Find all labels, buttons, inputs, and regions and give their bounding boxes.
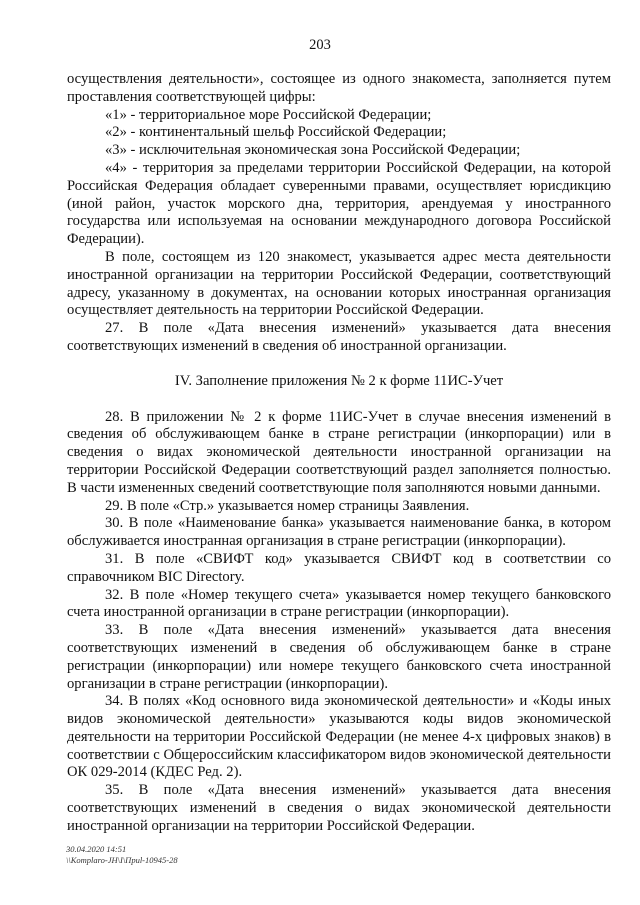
document-footer [66, 844, 178, 866]
paragraph-28: 28. В приложении № 2 к форме 11ИС-Учет в случае внесения изменений в сведения об обслуживающем банке в стране регистрации (инкорпорации) или в сведения о видах экономической деятельности иностранной организации на территории Российской Федерации соответствующий раздел заполняется полностью. В части измененных сведений соответствующие поля заполняются новыми данными. [67, 408, 611, 496]
paragraph-34: 34. В полях «Код основного вида экономической деятельности» и «Коды иных видов экономической деятельности» указываются коды видов экономической деятельности на территории Российской Федерации (не менее 4-х цифровых знаков) в соответствии с Общероссийским классификатором видов экономической деятельности ОК 029-2014 (КДЕС Ред. 2). [67, 693, 611, 781]
footer-path: \\Komplaro-JH\I\Приl-10945-28 [66, 855, 178, 865]
paragraph-30: 30. В поле «Наименование банка» указывается наименование банка, в котором обслуживается иностранная организация в стране регистрации (инкорпорации). [67, 515, 611, 550]
footer-timestamp: 30.04.2020 14:51 [66, 844, 127, 854]
paragraph-33: 33. В поле «Дата внесения изменений» указывается дата внесения соответствующих изменений в сведения об обслуживающем банке в стране регистрации (инкорпорации) или номере текущего банковского счета иностранной организации в стране регистрации (инкорпорации). [67, 622, 611, 692]
paragraph-31: 31. В поле «СВИФТ код» указывается СВИФТ код в соответствии со справочником BIC Directory. [67, 550, 611, 585]
code-item-3: «3» - исключительная экономическая зона Российской Федерации; [105, 142, 521, 159]
document-body [67, 71, 611, 836]
section-heading: IV. Заполнение приложения № 2 к форме 11ИС-Учет [174, 372, 504, 389]
page-number: 203 [309, 37, 331, 53]
code-item-1: «1» - территориальное море Российской Федерации; [105, 106, 432, 123]
address-paragraph: В поле, состоящем из 120 знакомест, указывается адрес места деятельности иностранной организации на территории Российской Федерации, соответствующий адресу, указанному в документах, на основании которых иностранная организация осуществляет деятельность на территории Российской Федерации. [67, 248, 611, 319]
paragraph-35: 35. В поле «Дата внесения изменений» указывается дата внесения соответствующих изменений в сведения о видах экономической деятельности иностранной организации на территории Российской Федерации. [67, 782, 611, 834]
paragraph-29: 29. В поле «Стр.» указывается номер страницы Заявления. [105, 497, 470, 514]
paragraph-32: 32. В поле «Номер текущего счета» указывается номер текущего банковского счета иностранной организации в стране регистрации (инкорпорации). [67, 586, 611, 621]
intro-paragraph: осуществления деятельности», состоящее из одного знакоместа, заполняется путем проставления соответствующей цифры: [67, 71, 611, 105]
code-item-2: «2» - континентальный шельф Российской Федерации; [105, 124, 447, 141]
paragraph-27: 27. В поле «Дата внесения изменений» указывается дата внесения соответствующих изменений в сведения об иностранной организации. [67, 320, 611, 354]
code-item-4: «4» - территория за пределами территории Российской Федерации, на которой Российская Федерация обладает суверенными правами, осуществляет юрисдикцию (иной район, участок морского дна, территория, арендуемая у иностранного государства или используемая на основании международного договора Российской Федерации). [67, 159, 611, 248]
